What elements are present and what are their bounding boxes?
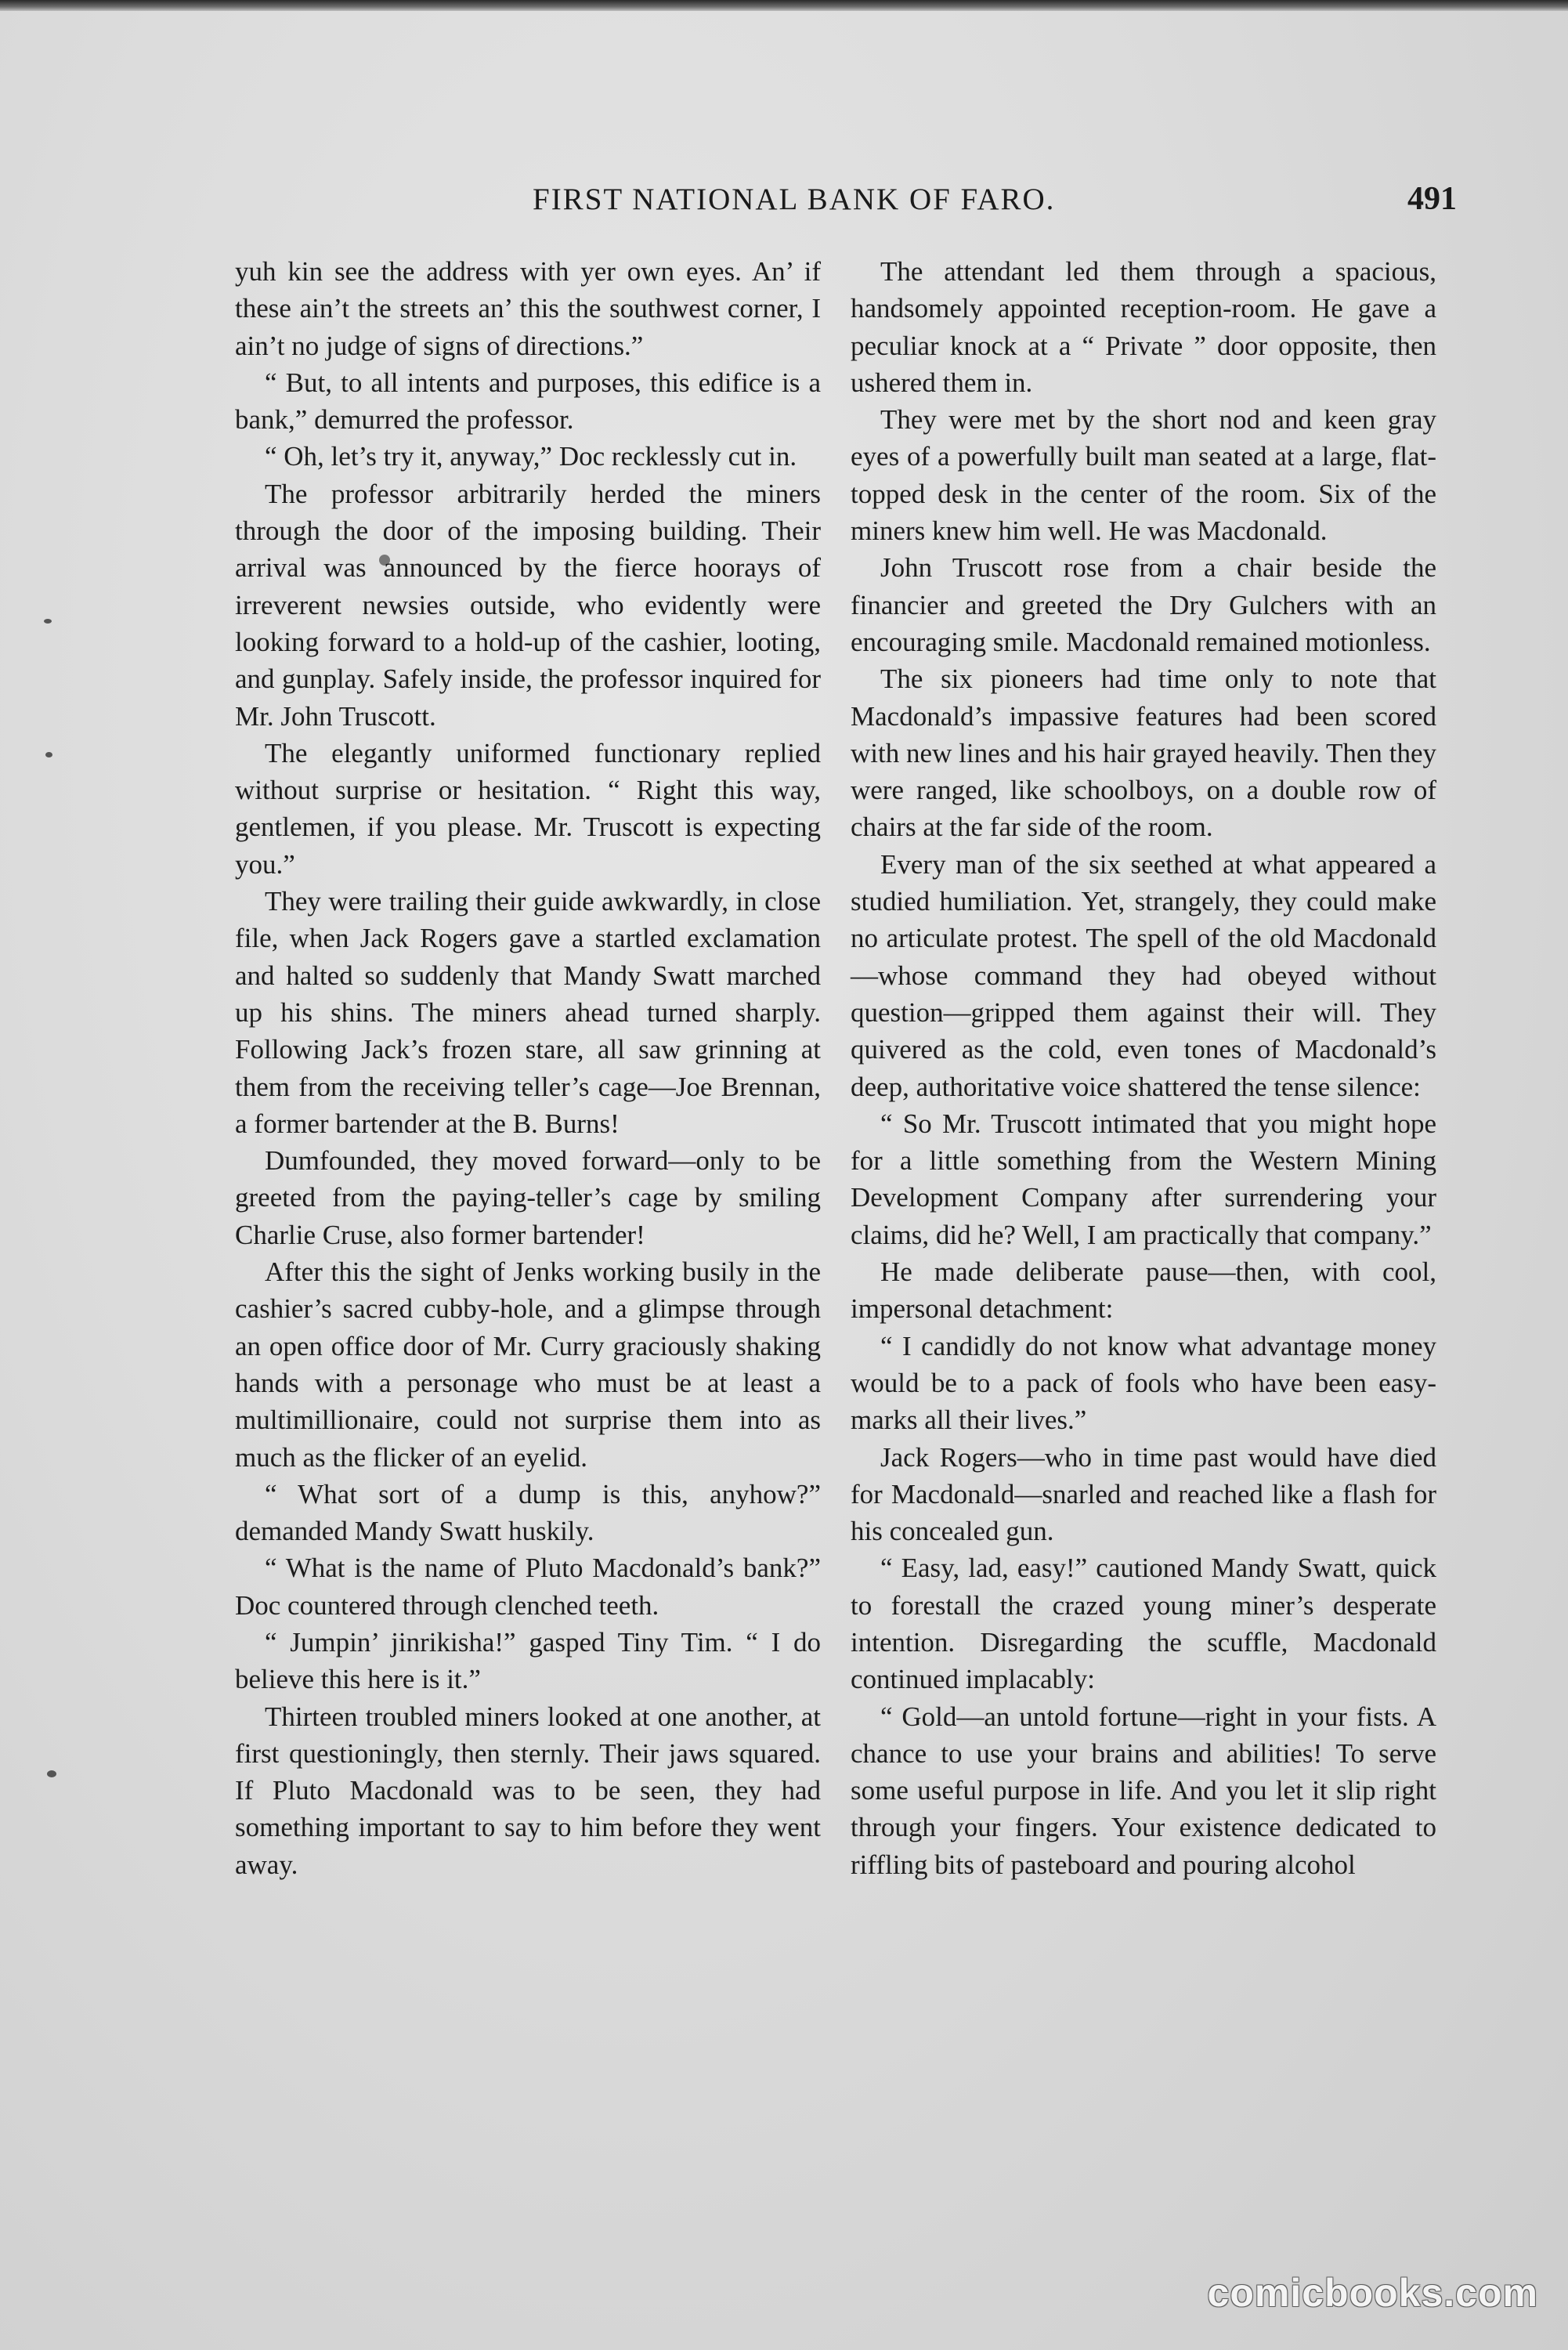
paragraph: “ Easy, lad, easy!” cautioned Mandy Swatt, quick to forestall the crazed young miner’s desperate intention. Disregarding the scuffle, Macdonald continued implacably: xyxy=(851,1553,1436,1695)
watermark-logo: comicbooks.com xyxy=(1207,2271,1538,2315)
paragraph: “ What is the name of Pluto Macdonald’s bank?” Doc countered through clenched teeth. xyxy=(235,1553,821,1621)
paragraph: After this the sight of Jenks working busily in the cashier’s sacred cubby-hole, and a glimpse through an open office door of Mr. Curry graciously shaking hands with a personage who must be at least a multimillionaire, could not surprise them into as much as the flicker of an eyelid. xyxy=(235,1256,821,1473)
page-top-edge xyxy=(0,0,1568,11)
paragraph: He made deliberate pause—then, with cool, impersonal detachment: xyxy=(851,1256,1436,1325)
left-column xyxy=(235,253,821,1883)
paragraph: The elegantly uniformed functionary replied without surprise or hesitation. “ Right this way, gentlemen, if you please. Mr. Truscott is expecting you.” xyxy=(235,737,821,880)
paper-speck xyxy=(45,752,52,757)
paragraph: “ But, to all intents and purposes, this edifice is a bank,” demurred the professor. xyxy=(235,367,821,436)
paragraph: The six pioneers had time only to note that Macdonald’s impassive features had been scored with new lines and his hair grayed heavily. Then they were ranged, like schoolboys, on a double row of chairs at the far side of the room. xyxy=(851,663,1436,843)
paragraph: Dumfounded, they moved forward—only to be greeted from the paying-teller’s cage by smiling Charlie Cruse, also former bartender! xyxy=(235,1145,821,1250)
page-number: 491 xyxy=(1407,181,1457,217)
paragraph: Every man of the six seethed at what appeared a studied humiliation. Yet, strangely, they could make no articulate protest. The spell of the old Macdonald—whose command they had obeyed without question—gripped them against their will. They quivered as the cold, even tones of Macdonald’s deep, authoritative voice shattered the tense silence: xyxy=(851,848,1436,1102)
paper-speck xyxy=(47,1770,56,1777)
running-head: FIRST NATIONAL BANK OF FARO. xyxy=(533,183,1056,216)
right-column xyxy=(851,253,1436,1883)
paragraph: “ Oh, let’s try it, anyway,” Doc recklessly cut in. xyxy=(265,441,797,472)
paragraph: “ Jumpin’ jinrikisha!” gasped Tiny Tim. “ I do believe this here is it.” xyxy=(235,1626,821,1695)
paragraph: yuh kin see the address with yer own eyes. An’ if these ain’t the streets an’ this the southwest corner, I ain’t no judge of signs of directions.” xyxy=(235,256,821,361)
page-header xyxy=(235,182,1457,229)
paper-speck xyxy=(44,619,52,624)
paragraph: The attendant led them through a spacious, handsomely appointed reception-room. He gave a peculiar knock at a “ Private ” door opposite, then ushered them in. xyxy=(851,256,1436,398)
paragraph: “ What sort of a dump is this, anyhow?” demanded Mandy Swatt huskily. xyxy=(235,1478,821,1547)
paragraph: Jack Rogers—who in time past would have died for Macdonald—snarled and reached like a flash for his concealed gun. xyxy=(851,1441,1436,1547)
paragraph: Thirteen troubled miners looked at one another, at first questioningly, then sternly. Their jaws squared. If Pluto Macdonald was to be seen, they had something important to say to him before they went away. xyxy=(235,1701,821,1880)
paragraph: “ So Mr. Truscott intimated that you might hope for a little something from the Western Mining Development Company after surrendering your claims, did he? Well, I am practically that company.” xyxy=(851,1108,1436,1250)
paragraph: The professor arbitrarily herded the miners through the door of the imposing building. Their arrival was announced by the fierce hoorays of irreverent newsies outside, who evidently were looking forward to a hold-up of the cashier, looting, and gunplay. Safely inside, the professor inquired for Mr. John Truscott. xyxy=(235,478,821,732)
paragraph: “ Gold—an untold fortune—right in your fists. A chance to use your brains and abilities! To serve some useful purpose in life. And you let it slip right through your fingers. Your existence dedicated to riffling bits of pasteboard and pouring alcohol xyxy=(851,1701,1436,1880)
paragraph: John Truscott rose from a chair beside the financier and greeted the Dry Gulchers with an encouraging smile. Macdonald remained motionless. xyxy=(851,552,1436,657)
paragraph: They were trailing their guide awkwardly, in close file, when Jack Rogers gave a startled exclamation and halted so suddenly that Mandy Swatt marched up his shins. The miners ahead turned sharply. Following Jack’s frozen stare, all saw grinning at them from the receiving teller’s cage—Joe Brennan, a former bartender at the B. Burns! xyxy=(235,886,821,1139)
paragraph: They were met by the short nod and keen gray eyes of a powerfully built man seated at a large, flat-topped desk in the center of the room. Six of the miners knew him well. He was Macdonald. xyxy=(851,404,1436,547)
paragraph: “ I candidly do not know what advantage money would be to a pack of fools who have been easy-marks all their lives.” xyxy=(851,1330,1436,1436)
